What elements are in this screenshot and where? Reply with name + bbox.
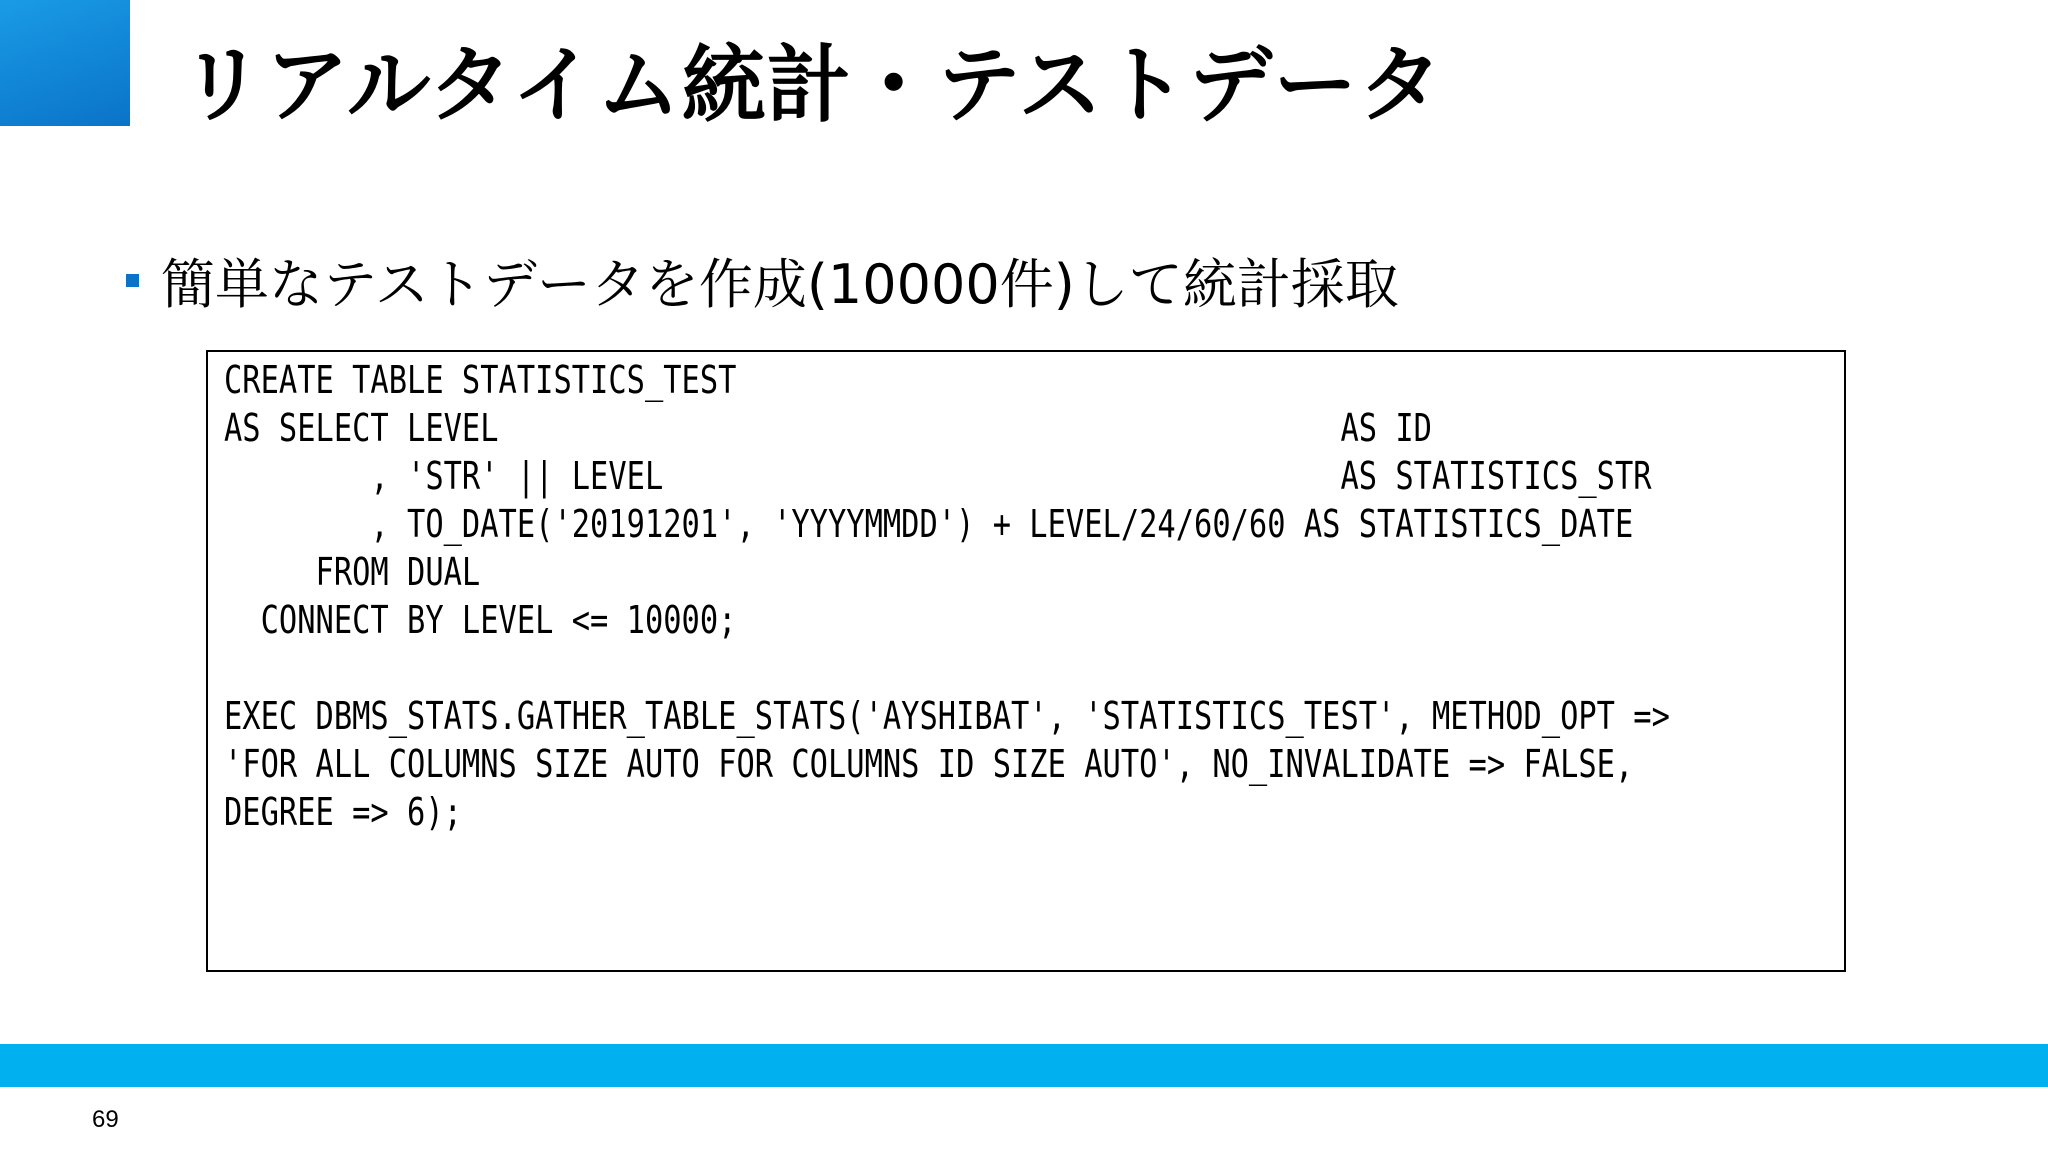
code-line: 'FOR ALL COLUMNS SIZE AUTO FOR COLUMNS ID SIZE AUTO', NO_INVALIDATE => FALSE, [224,742,1634,786]
footer-band [0,1044,2048,1087]
corner-accent-block [0,0,130,126]
code-line: DEGREE => 6); [224,790,462,834]
page-number: 69 [92,1106,119,1133]
bullet-item [126,243,1399,317]
code-line: , 'STR' || LEVEL AS STATISTICS_STR [224,454,1652,498]
code-block [206,350,1846,972]
code-line: FROM DUAL [224,550,481,594]
bullet-square-icon [126,274,139,287]
code-line: , TO_DATE('20191201', 'YYYYMMDD') + LEVEL/24/60/60 AS STATISTICS_DATE [224,502,1634,546]
code-line: CONNECT BY LEVEL <= 10000; [224,598,737,642]
bullet-text: 簡単なテストデータを作成(10000件)して統計採取 [161,252,1399,316]
code-line: AS SELECT LEVEL AS ID [224,406,1432,450]
slide-title: リアルタイム統計・テストデータ [180,36,1444,134]
code-line: CREATE TABLE STATISTICS_TEST [224,358,737,402]
code-line: EXEC DBMS_STATS.GATHER_TABLE_STATS('AYSHIBAT', 'STATISTICS_TEST', METHOD_OPT => [224,694,1670,738]
code-line [224,644,1520,692]
